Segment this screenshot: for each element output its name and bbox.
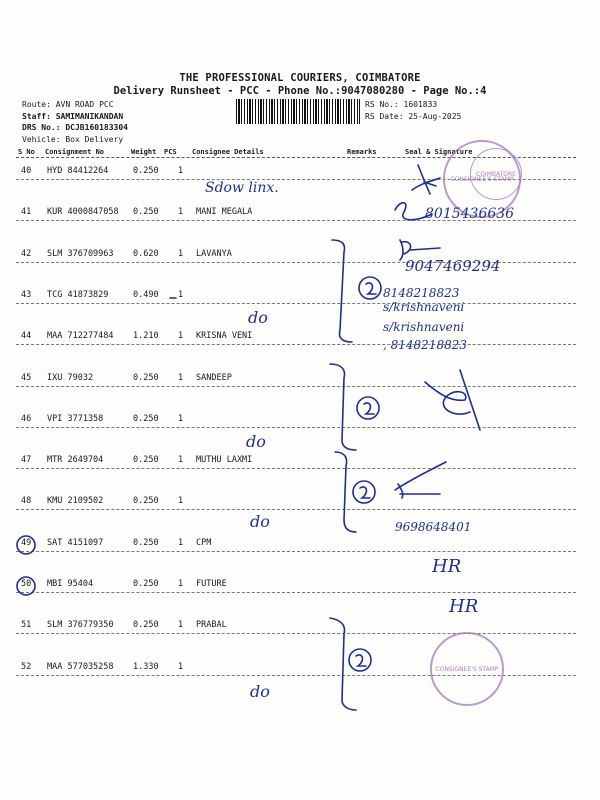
document-title: THE PROFESSIONAL COURIERS, COIMBATORE [179,72,421,84]
col-header-weight: Weight [131,148,157,156]
row-divider [16,303,576,304]
handwritten-phone-48: 9698648401 [395,520,472,534]
col-header-remarks: Remarks [347,148,377,156]
cell-consignment-no: SAT 4151097 [47,538,104,548]
cell-sno: 48 [21,496,32,506]
cell-consignee: FUTURE [196,579,227,589]
staff-line: Staff: SAMIMANIKANDAN [22,111,124,121]
cell-sno: 43 [21,290,32,300]
cell-pcs: 1 [178,620,184,630]
cell-sno: 51 [21,620,32,630]
cell-consignee: SANDEEP [196,373,232,383]
handwritten-do-52: do [250,682,270,701]
rs-date-text: RS Date: 25-Aug-2025 [365,111,462,121]
cell-consignment-no: TCG 41873829 [47,290,109,300]
cell-pcs: 1 [178,538,184,548]
cell-pcs: 1 [178,249,184,259]
cell-sno: 45 [21,373,32,383]
document-subtitle: Delivery Runsheet - PCC - Phone No.:9047080280 - Page No.:4 [113,85,487,97]
cell-pcs: 1 [178,455,184,465]
cell-sno: 50 [21,579,32,589]
cell-weight: 0.490 [133,290,159,300]
cell-consignment-no: MAA 712277484 [47,331,114,341]
circled-mark-43 [359,277,381,299]
cell-sno: 41 [21,207,32,217]
handwritten-phone-42: 9047469294 [405,257,501,275]
handwritten-name-44: s/krishnaveni [383,320,465,334]
row-divider [16,386,576,387]
cell-pcs: 1 [178,414,184,424]
route-text: Route: AVN ROAD PCC [22,100,114,109]
cell-sno: 44 [21,331,32,341]
handwritten-phone-43: 8148218823 [383,286,460,300]
cell-sno: 49 [21,538,32,548]
cell-sno: 47 [21,455,32,465]
cell-sno: 42 [21,249,32,259]
cell-consignment-no: MBI 95404 [47,579,94,589]
cell-consignment-no: IXU 79032 [47,373,94,383]
cell-weight: 0.250 [133,496,159,506]
cell-consignee: LAVANYA [196,249,232,259]
cell-sno: 52 [21,662,32,672]
cell-consignment-no: KMU 2109502 [47,496,104,506]
stamp-inner-ring-top: COIMBATORE [470,148,522,200]
bracket-47-48 [335,452,356,532]
cell-pcs: 1 [178,331,184,341]
handwritten-do-46: do [246,432,266,451]
col-header-pcs: PCS [164,148,177,156]
col-header-seal: Seal & Signature [405,148,473,156]
cell-pcs: 1 [178,662,184,672]
cell-consignee: MUTHU LAXMI [196,455,253,465]
meta-right-block [365,99,461,122]
cell-weight: 0.620 [133,249,159,259]
signature-45 [425,370,480,430]
cell-weight: 0.250 [133,166,159,176]
cell-weight: 1.330 [133,662,159,672]
drs-value: DCJB160183304 [65,123,128,132]
cell-weight: 0.250 [133,579,159,589]
handwritten-note-40: Sdow linx. [205,180,279,196]
cell-consignee: KRISNA VENI [196,331,253,341]
bracket-45-46 [330,364,356,450]
cell-pcs: 1 [178,207,184,217]
cell-pcs: 1 [178,579,184,589]
cell-pcs: 1 [178,290,184,300]
cell-pcs: 1 [178,166,184,176]
circled-mark-48 [353,481,375,503]
drs-line: DRS No.: DCJB160183304 [22,123,128,132]
cell-consignment-no: SLM 376779350 [47,620,114,630]
handwritten-do-44: do [248,308,268,327]
col-header-consignment: Consignment No [45,148,105,156]
circled-mark-46 [357,397,379,419]
cell-sno: 46 [21,414,32,424]
handwritten-hr-49: HR [432,556,462,577]
row-divider [16,633,576,634]
cell-consignment-no: MTR 2649704 [47,455,104,465]
bracket-42-44 [332,240,352,342]
cell-weight: 1.210 [133,331,159,341]
cell-pcs: 1 [178,496,184,506]
bracket-51-52 [330,618,356,710]
vehicle-text: Vehicle: Box Delivery [22,134,124,144]
row-divider [16,551,576,552]
consignee-stamp-bottom: CONSIGNEE'S STAMP [430,632,504,706]
col-header-sno: S No [18,148,35,156]
row-divider [16,427,576,428]
cell-consignment-no: KUR 4000847058 [47,207,119,217]
cell-consignment-no: MAA 577035258 [47,662,114,672]
handwritten-phone-44: , 8148218823 [383,338,467,352]
cell-sno: 40 [21,166,32,176]
barcode-image [236,99,360,124]
cell-consignment-no: HYD 84412264 [47,166,109,176]
cell-consignee: CPM [196,538,212,548]
cell-weight: 0.250 [133,207,159,217]
handwritten-phone-41: 8015436636 [425,206,515,222]
handwritten-hr-50: HR [449,596,479,617]
cell-weight: 0.250 [133,538,159,548]
cell-weight: 0.250 [133,620,159,630]
cell-weight: 0.250 [133,373,159,383]
row-divider [16,592,576,593]
meta-left-block [22,99,128,145]
cell-weight: 0.250 [133,414,159,424]
row-divider [16,509,576,510]
handwritten-do-48: do [250,512,270,531]
circled-mark-52 [349,649,371,671]
cell-pcs: 1 [178,373,184,383]
consignee-stamp-top: CONSIGNEE'S STAMP [443,140,521,218]
cell-consignee: PRABAL [196,620,227,630]
row-divider [16,344,576,345]
staff-value: SAMIMANIKANDAN [55,111,124,121]
handwritten-name-43: s/krishnaveni [383,300,465,314]
row-divider [16,468,576,469]
cell-consignment-no: SLM 376709963 [47,249,114,259]
cell-consignee: MANI MEGALA [196,207,253,217]
cell-weight: 0.250 [133,455,159,465]
col-header-consignee: Consignee Details [192,148,264,156]
rs-no-text: RS No.: 1601833 [365,100,438,109]
cell-consignment-no: VPI 3771358 [47,414,104,424]
